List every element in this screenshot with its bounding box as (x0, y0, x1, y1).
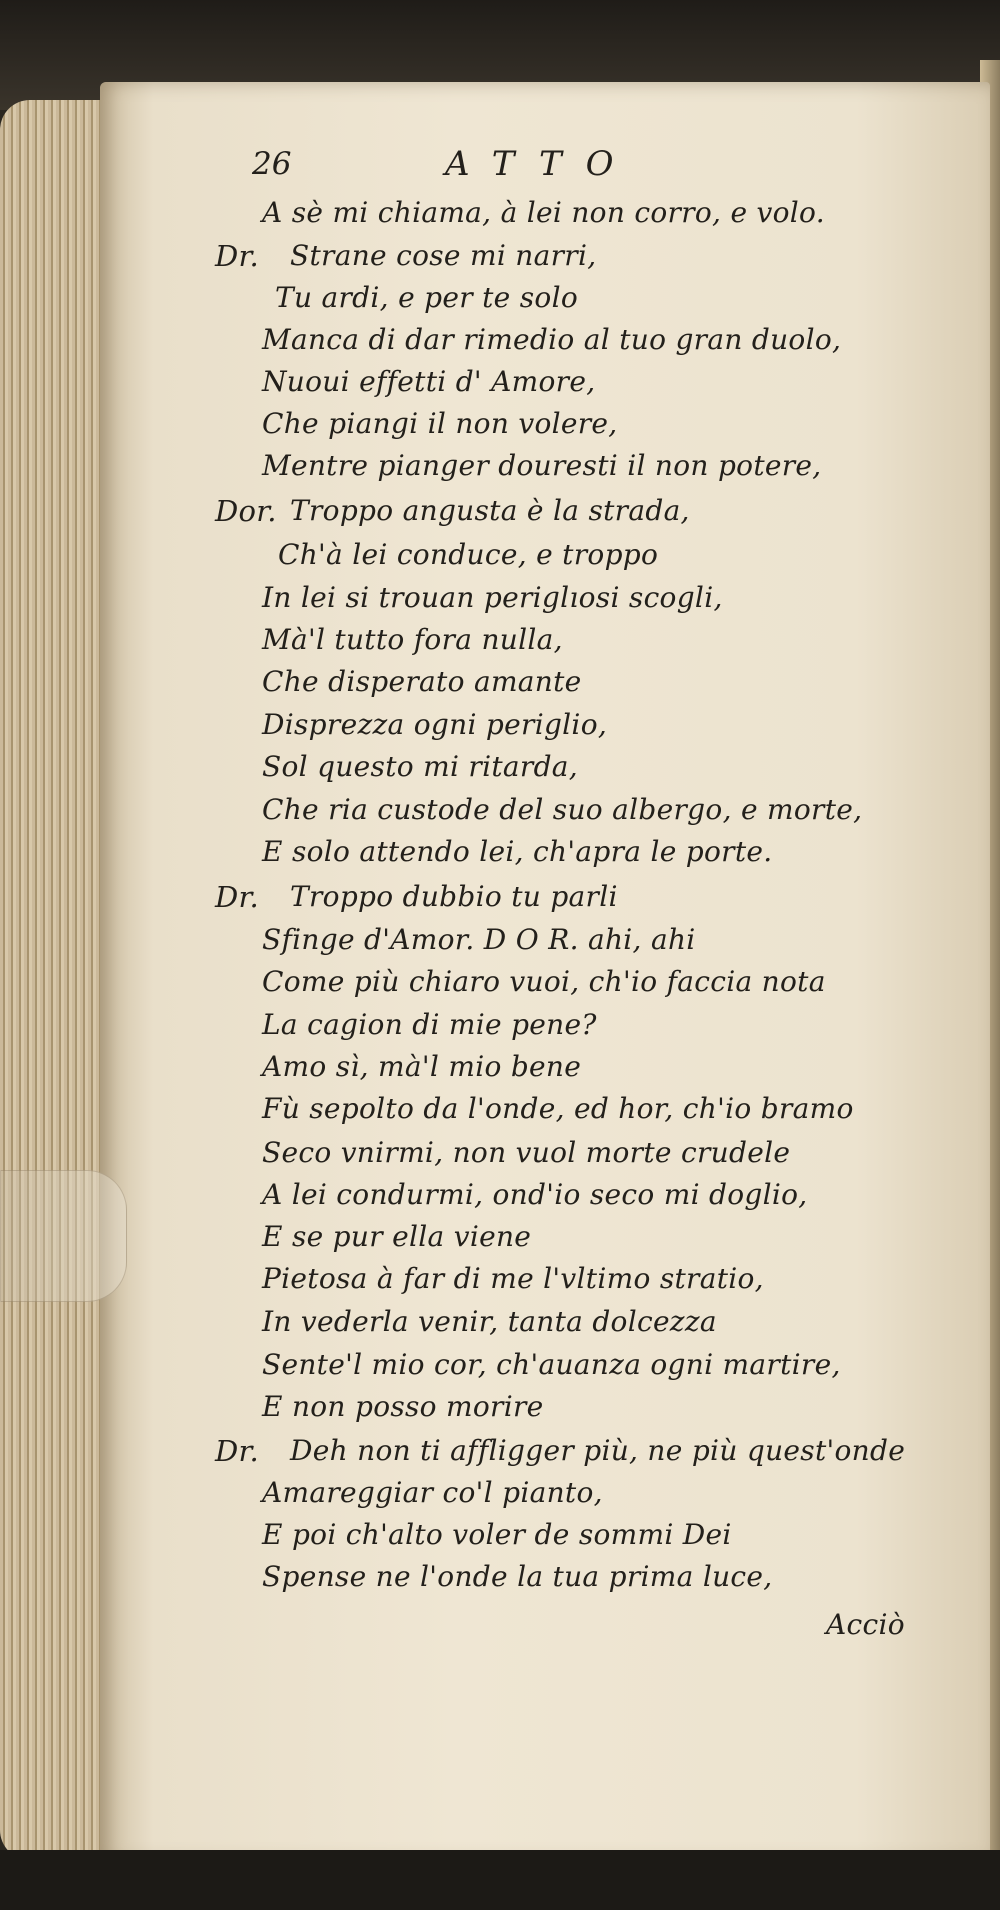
verse-line: Che piangi il non volere, (262, 407, 618, 440)
speaker-label: Dr. (215, 880, 260, 914)
verse-line: A sè mi chiama, à lei non corro, e volo. (262, 196, 825, 229)
verse-line: Amo sì, mà'l mio bene (262, 1050, 582, 1083)
verse-line: Amareggiar co'l pianto, (262, 1476, 603, 1509)
verse-line: Strane cose mi narri, (290, 239, 597, 272)
verse-line: Mentre pianger douresti il non potere, (262, 449, 822, 482)
verse-line: E se pur ella viene (262, 1220, 532, 1253)
verse-line: Che disperato amante (262, 665, 582, 698)
verse-line: Sol questo mi ritarda, (262, 750, 578, 783)
verse-line: E solo attendo lei, ch'apra le porte. (262, 835, 773, 868)
verse-line: Sente'l mio cor, ch'auanza ogni martire, (262, 1348, 841, 1381)
page-number: 26 (252, 146, 292, 182)
verse-line: A lei condurmi, ond'io seco mi doglio, (262, 1178, 808, 1211)
verse-line: Deh non ti affligger più, ne più quest'onde (290, 1434, 906, 1467)
verse-line: Disprezza ogni periglio, (262, 708, 608, 741)
verse-line: Tu ardi, e per te solo (275, 281, 578, 314)
catchword: Acciò (826, 1608, 905, 1641)
speaker-label: Dr. (215, 239, 260, 273)
verse-line: E non posso morire (262, 1390, 544, 1423)
verse-line: E poi ch'alto voler de sommi Dei (262, 1518, 732, 1551)
verse-line: Mà'l tutto fora nulla, (262, 623, 563, 656)
verse-line: In vederla venir, tanta dolcezza (262, 1305, 717, 1338)
verse-line: Troppo angusta è la strada, (290, 494, 690, 527)
verse-line: Che ria custode del suo albergo, e morte, (262, 793, 863, 826)
verse-line: Pietosa à far di me l'vltimo stratio, (262, 1262, 764, 1295)
verse-line: La cagion di mie pene? (262, 1008, 597, 1041)
verse-line: Nuoui effetti d' Amore, (262, 365, 596, 398)
running-title: ATTO (445, 144, 638, 184)
verse-line: Come più chiaro vuoi, ch'io faccia nota (262, 965, 826, 998)
verse-line: Troppo dubbio tu parli (290, 880, 618, 913)
verse-line: Fù sepolto da l'onde, ed hor, ch'io bramo (262, 1092, 854, 1125)
verse-line: Ch'à lei conduce, e troppo (278, 538, 659, 571)
speaker-label: Dor. (215, 494, 277, 528)
verse-line: Manca di dar rimedio al tuo gran duolo, (262, 323, 842, 356)
verse-line: Sfinge d'Amor. D O R. ahi, ahi (262, 923, 696, 956)
speaker-label: Dr. (215, 1434, 260, 1468)
verse-line: Spense ne l'onde la tua prima luce, (262, 1560, 773, 1593)
verse-line: Seco vnirmi, non vuol morte crudele (262, 1136, 791, 1169)
verse-line: In lei si trouan periglıosi scogli, (262, 581, 723, 614)
